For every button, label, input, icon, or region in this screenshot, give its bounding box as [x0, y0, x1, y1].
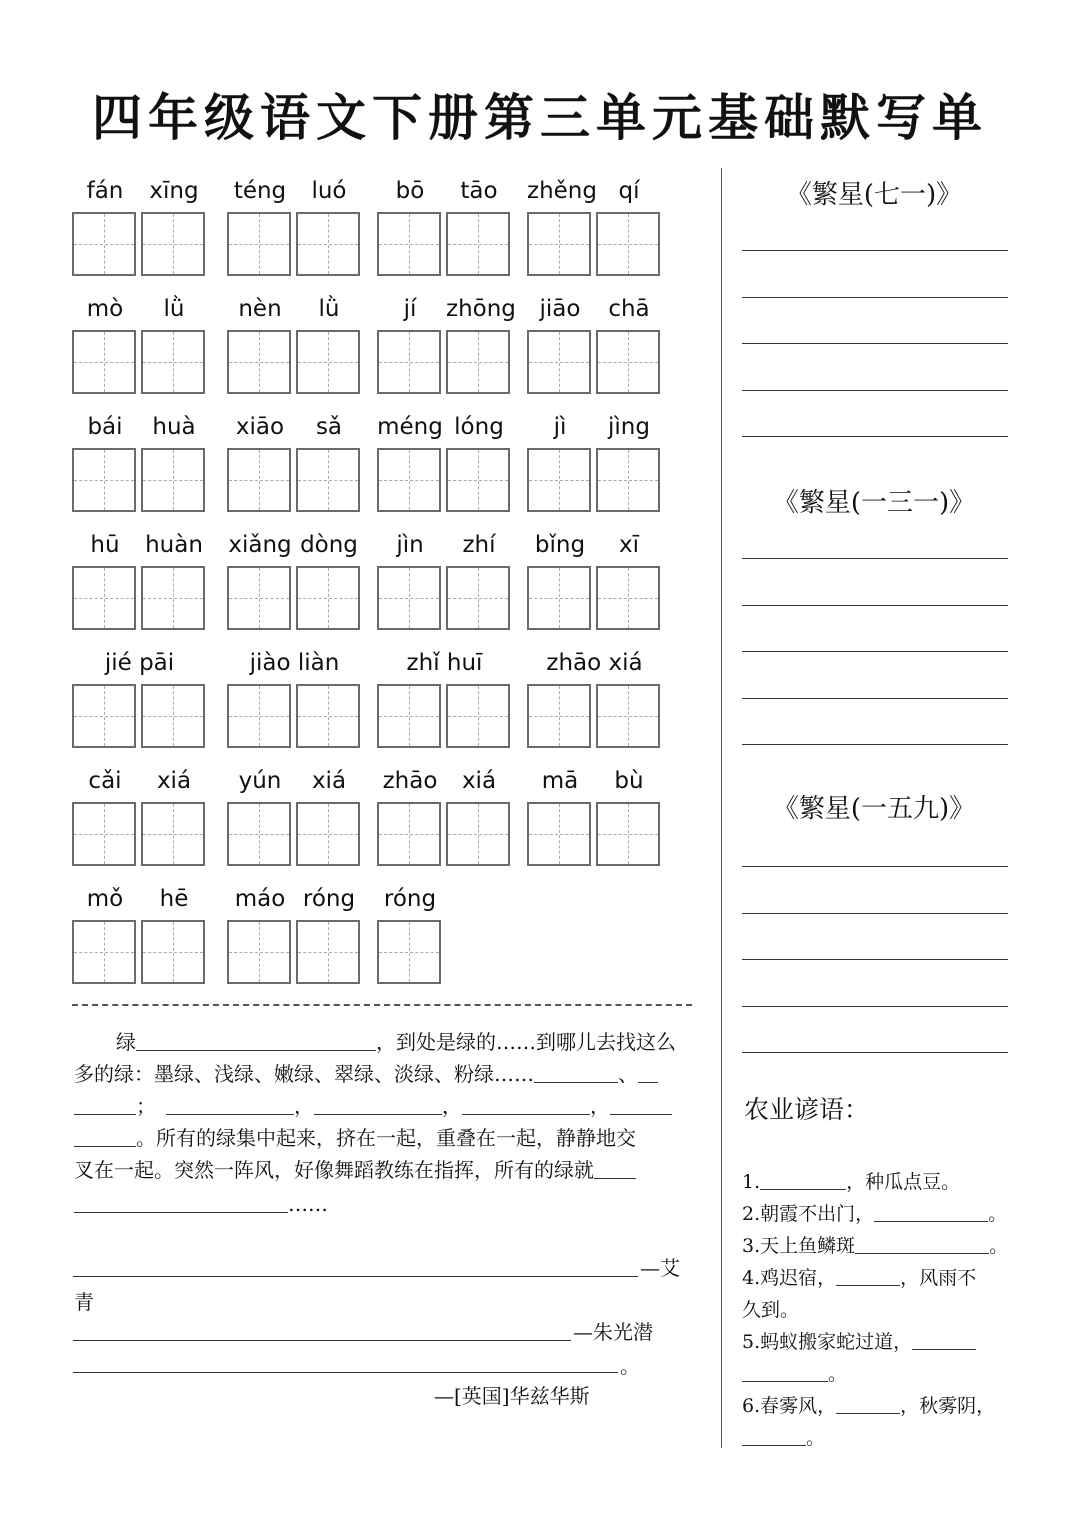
proverb-text: 。 — [989, 1235, 1009, 1257]
proverb-text: ，风雨不 — [900, 1267, 977, 1289]
writing-grid-box[interactable] — [141, 920, 205, 984]
writing-grid-box[interactable] — [72, 448, 136, 512]
proverb-4-cont — [742, 1294, 799, 1326]
writing-grid-box[interactable] — [596, 802, 660, 866]
fill-blank[interactable] — [74, 1094, 136, 1115]
pinyin-label: mò — [86, 296, 124, 322]
writing-grid-box[interactable] — [377, 802, 441, 866]
proverb-text: 2.朝霞不出门， — [742, 1203, 875, 1225]
proverb-1 — [742, 1166, 960, 1198]
passage-line-2 — [74, 1058, 658, 1090]
writing-grid-box[interactable] — [446, 802, 510, 866]
proverb-text: 。 — [828, 1363, 848, 1385]
fill-blank[interactable] — [594, 1158, 636, 1179]
pinyin-label: xiāo — [235, 414, 285, 440]
poem-writing-line[interactable] — [742, 959, 1008, 960]
writing-grid-box[interactable] — [141, 212, 205, 276]
pinyin-label: tāo — [460, 178, 498, 204]
pinyin-label: nèn — [238, 296, 282, 322]
pinyin-label: bù — [614, 768, 644, 794]
fill-blank[interactable] — [74, 1192, 288, 1213]
writing-grid-box[interactable] — [296, 802, 360, 866]
writing-grid-box[interactable] — [227, 330, 291, 394]
proverb-5-cont — [742, 1358, 847, 1390]
proverb-5 — [742, 1326, 976, 1358]
passage-text: 多的绿：墨绿、浅绿、嫩绿、翠绿、淡绿、粉绿…… — [74, 1062, 534, 1086]
pinyin-label: méng — [377, 414, 443, 440]
pinyin-label: mā — [541, 768, 579, 794]
writing-grid-box[interactable] — [227, 566, 291, 630]
writing-grid-box[interactable] — [527, 802, 591, 866]
writing-grid-box[interactable] — [72, 684, 136, 748]
writing-grid-box[interactable] — [596, 212, 660, 276]
passage-line-4 — [74, 1122, 636, 1154]
writing-grid-box[interactable] — [596, 684, 660, 748]
pinyin-label: bǐng — [534, 532, 586, 558]
poem-writing-line[interactable] — [742, 698, 1008, 699]
passage-line-3 — [74, 1090, 672, 1122]
poem-writing-line[interactable] — [742, 866, 1008, 867]
pinyin-label: zhí — [462, 532, 496, 558]
poem-writing-line[interactable] — [742, 390, 1008, 391]
pinyin-label: yún — [238, 768, 282, 794]
pinyin-label: téng — [233, 178, 287, 204]
writing-grid-box[interactable] — [227, 920, 291, 984]
writing-grid-box[interactable] — [227, 448, 291, 512]
passage-text: ， — [442, 1094, 462, 1118]
pinyin-label: lǜ — [318, 296, 340, 322]
writing-grid-box[interactable] — [141, 566, 205, 630]
writing-grid-box[interactable] — [296, 212, 360, 276]
passage-text: ，到处是绿的……到哪儿去找这么 — [376, 1030, 676, 1054]
poem-writing-line[interactable] — [742, 343, 1008, 344]
fill-blank[interactable] — [836, 1393, 900, 1414]
pinyin-label: róng — [383, 886, 437, 912]
pinyin-label: hū — [90, 532, 120, 558]
fill-blank[interactable] — [314, 1094, 442, 1115]
proverb-text: ，秋雾阴， — [900, 1395, 996, 1417]
pinyin-label: zhāo xiá — [546, 650, 643, 676]
writing-grid-box[interactable] — [296, 566, 360, 630]
fill-blank[interactable] — [836, 1265, 900, 1286]
proverb-6-cont — [742, 1422, 825, 1454]
writing-grid-box[interactable] — [446, 448, 510, 512]
writing-grid-box[interactable] — [377, 920, 441, 984]
fill-blank[interactable] — [742, 1425, 806, 1446]
pinyin-label: lóng — [454, 414, 504, 440]
writing-grid-box[interactable] — [296, 330, 360, 394]
writing-grid-box[interactable] — [596, 566, 660, 630]
pinyin-label: jìn — [396, 532, 424, 558]
writing-grid-box[interactable] — [446, 330, 510, 394]
page-title: 四年级语文下册第三单元基础默写单 — [92, 88, 988, 147]
proverbs-heading: 农业谚语： — [744, 1095, 870, 1124]
poem-writing-line[interactable] — [742, 558, 1008, 559]
writing-grid-box[interactable] — [141, 448, 205, 512]
fill-blank[interactable] — [166, 1094, 294, 1115]
poem-writing-line[interactable] — [742, 913, 1008, 914]
fill-blank[interactable] — [136, 1030, 376, 1051]
writing-grid-box[interactable] — [527, 330, 591, 394]
poem-writing-line[interactable] — [742, 1006, 1008, 1007]
pinyin-label: cǎi — [88, 768, 122, 794]
fill-blank[interactable] — [912, 1329, 976, 1350]
passage-text: 叉在一起。突然一阵风，好像舞蹈教练在指挥，所有的绿就 — [74, 1158, 594, 1182]
writing-grid-box[interactable] — [296, 448, 360, 512]
passage-text: ， — [590, 1094, 610, 1118]
pinyin-label: jiāo — [539, 296, 581, 322]
passage-text: ， — [294, 1094, 314, 1118]
pinyin-label: dòng — [300, 532, 358, 558]
pinyin-label: xiǎng — [228, 532, 292, 558]
poem-writing-line[interactable] — [742, 605, 1008, 606]
writing-grid-box[interactable] — [72, 920, 136, 984]
pinyin-label: luó — [311, 178, 347, 204]
pinyin-label: chā — [608, 296, 650, 322]
pinyin-label: zhěng — [527, 178, 597, 204]
pinyin-label: huà — [152, 414, 196, 440]
passage-line-6 — [74, 1188, 328, 1220]
writing-grid-box[interactable] — [527, 212, 591, 276]
proverb-text: 4.鸡迟宿， — [742, 1267, 837, 1289]
proverb-text: 6.春雾风， — [742, 1395, 837, 1417]
pinyin-label: fán — [86, 178, 124, 204]
pinyin-label: bái — [87, 414, 123, 440]
writing-grid-box[interactable] — [596, 448, 660, 512]
passage-text: 绿 — [116, 1030, 136, 1054]
proverb-text: 5.蚂蚁搬家蛇过道， — [742, 1331, 913, 1353]
writing-grid-box[interactable] — [72, 566, 136, 630]
pinyin-label: xī — [618, 532, 639, 558]
writing-grid-box[interactable] — [377, 448, 441, 512]
writing-grid-box[interactable] — [377, 566, 441, 630]
author-label: 青 — [74, 1290, 94, 1314]
writing-grid-box[interactable] — [527, 684, 591, 748]
passage-text: …… — [288, 1192, 328, 1216]
proverb-6 — [742, 1390, 995, 1422]
pinyin-label: sǎ — [315, 414, 343, 440]
fill-blank[interactable] — [742, 1361, 828, 1382]
writing-grid-box[interactable] — [446, 212, 510, 276]
pinyin-label: jiào liàn — [249, 650, 340, 676]
proverb-text: 1. — [742, 1171, 761, 1193]
passage-line-5 — [74, 1154, 636, 1186]
pinyin-label: xiá — [156, 768, 192, 794]
writing-grid-box[interactable] — [377, 330, 441, 394]
poem-writing-line[interactable] — [742, 744, 1008, 745]
passage-text: ； — [136, 1094, 156, 1118]
proverb-text: 久到。 — [742, 1299, 800, 1321]
poem-title: 《繁星(一五九)》 — [772, 794, 976, 824]
writing-grid-box[interactable] — [227, 802, 291, 866]
column-divider — [721, 168, 722, 1448]
pinyin-label: jì — [553, 414, 567, 440]
pinyin-label: xiá — [311, 768, 347, 794]
poem-title: 《繁星(一三一)》 — [772, 488, 976, 518]
pinyin-label: zhāo — [382, 768, 438, 794]
fill-blank[interactable] — [610, 1094, 672, 1115]
author-label: —艾 — [640, 1256, 680, 1280]
passage-line-1 — [74, 1026, 676, 1058]
fill-blank[interactable] — [874, 1201, 988, 1222]
proverb-2 — [742, 1198, 1007, 1230]
poem-writing-line[interactable] — [742, 1052, 1008, 1053]
dashed-separator — [72, 1004, 692, 1006]
poem-writing-line[interactable] — [742, 250, 1008, 251]
writing-line[interactable] — [73, 1276, 638, 1277]
writing-grid-box[interactable] — [72, 212, 136, 276]
proverb-text: 3.天上鱼鳞斑 — [742, 1235, 856, 1257]
poem-title: 《繁星(七一)》 — [785, 180, 963, 210]
pinyin-label: jìng — [608, 414, 650, 440]
pinyin-label: jí — [403, 296, 417, 322]
author-label: 。 — [620, 1354, 640, 1378]
pinyin-label: hē — [159, 886, 189, 912]
pinyin-label: jié pāi — [104, 650, 175, 676]
fill-blank[interactable] — [760, 1169, 846, 1190]
pinyin-label: huàn — [145, 532, 203, 558]
writing-grid-box[interactable] — [72, 802, 136, 866]
author-label: —朱光潜 — [573, 1320, 653, 1344]
writing-grid-box[interactable] — [141, 802, 205, 866]
writing-grid-box[interactable] — [377, 212, 441, 276]
pinyin-label: qí — [618, 178, 640, 204]
fill-blank[interactable] — [855, 1233, 989, 1254]
writing-grid-box[interactable] — [72, 330, 136, 394]
pinyin-label: róng — [302, 886, 356, 912]
writing-line[interactable] — [73, 1372, 618, 1373]
pinyin-label: xiá — [461, 768, 497, 794]
passage-text: 、 — [618, 1062, 638, 1086]
writing-line[interactable] — [73, 1340, 571, 1341]
fill-blank[interactable] — [74, 1126, 136, 1147]
proverb-text: 。 — [988, 1203, 1008, 1225]
writing-grid-box[interactable] — [527, 566, 591, 630]
pinyin-label: zhōng — [446, 296, 516, 322]
writing-grid-box[interactable] — [446, 566, 510, 630]
fill-blank[interactable] — [534, 1062, 618, 1083]
poem-writing-line[interactable] — [742, 297, 1008, 298]
pinyin-label: mǒ — [86, 886, 124, 912]
passage-text: 。所有的绿集中起来，挤在一起，重叠在一起，静静地交 — [136, 1126, 636, 1150]
fill-blank[interactable] — [638, 1062, 658, 1083]
writing-grid-box[interactable] — [141, 330, 205, 394]
writing-grid-box[interactable] — [296, 684, 360, 748]
proverb-4 — [742, 1262, 976, 1294]
pinyin-label: máo — [234, 886, 286, 912]
poem-writing-line[interactable] — [742, 436, 1008, 437]
proverb-3 — [742, 1230, 1008, 1262]
proverb-text: 。 — [806, 1427, 826, 1449]
pinyin-label: xīng — [149, 178, 199, 204]
pinyin-label: lǜ — [163, 296, 185, 322]
writing-grid-box[interactable] — [377, 684, 441, 748]
proverb-text: ，种瓜点豆。 — [846, 1171, 961, 1193]
writing-grid-box[interactable] — [227, 684, 291, 748]
writing-grid-box[interactable] — [527, 448, 591, 512]
writing-grid-box[interactable] — [141, 684, 205, 748]
poem-writing-line[interactable] — [742, 651, 1008, 652]
writing-grid-box[interactable] — [227, 212, 291, 276]
writing-grid-box[interactable] — [446, 684, 510, 748]
writing-grid-box[interactable] — [596, 330, 660, 394]
writing-grid-box[interactable] — [296, 920, 360, 984]
author-label: —[英国]华兹华斯 — [434, 1384, 590, 1408]
pinyin-label: bō — [395, 178, 425, 204]
fill-blank[interactable] — [462, 1094, 590, 1115]
pinyin-label: zhǐ huī — [406, 650, 483, 676]
